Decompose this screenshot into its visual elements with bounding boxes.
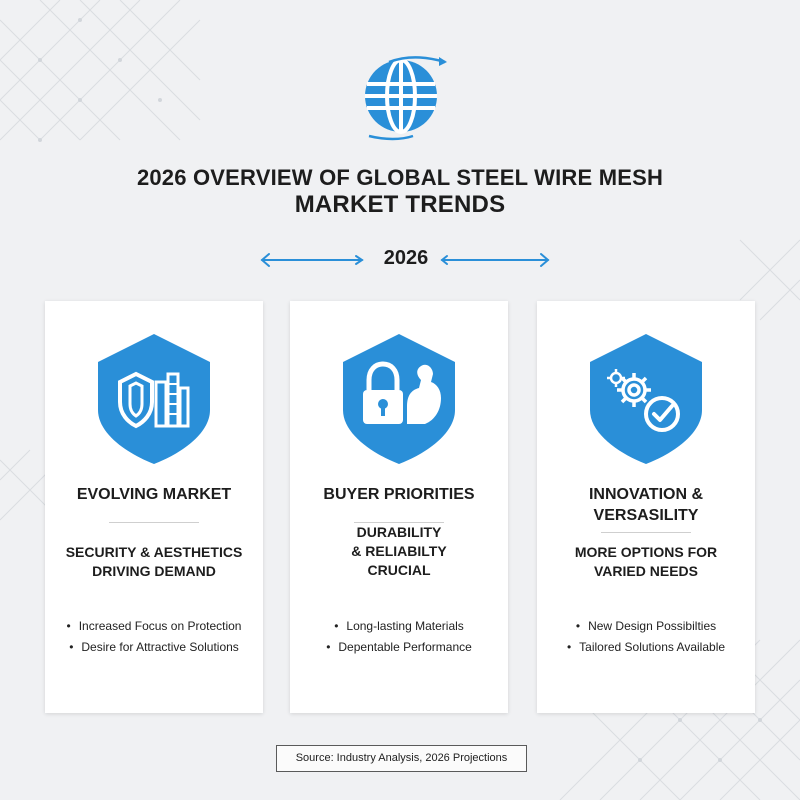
card-subtitle: SECURITY & AESTHETICS DRIVING DEMAND bbox=[65, 544, 243, 579]
card-subtitle: DURABILITY & RELIABILTY CRUCIAL bbox=[351, 524, 447, 578]
trend-card-evolving-market bbox=[45, 301, 263, 713]
divider bbox=[601, 532, 691, 533]
card-title: BUYER PRIORITIES bbox=[323, 486, 475, 503]
padlock-strength-icon bbox=[341, 332, 457, 466]
list-item: • Long-lasting Materials bbox=[290, 616, 508, 637]
globe-icon bbox=[361, 50, 451, 142]
card-title: EVOLVING MARKET bbox=[76, 486, 232, 503]
card-subtitle: MORE OPTIONS FOR VARIED NEEDS bbox=[574, 544, 718, 579]
bullet-list bbox=[537, 616, 755, 658]
divider bbox=[109, 522, 199, 523]
page-title-line-2: MARKET TRENDS bbox=[294, 191, 506, 218]
trend-card-innovation bbox=[537, 301, 755, 713]
card-title: INNOVATION & VERSASILITY bbox=[588, 486, 704, 524]
page-title bbox=[0, 164, 800, 218]
year-label: 2026 bbox=[383, 247, 429, 269]
bullet-list bbox=[45, 616, 263, 658]
gear-checkmark-icon bbox=[588, 332, 704, 466]
page-title-line-1: 2026 OVERVIEW OF GLOBAL STEEL WIRE MESH bbox=[136, 165, 664, 190]
year-indicator bbox=[258, 246, 554, 274]
list-item: • Increased Focus on Protection bbox=[45, 616, 263, 637]
bullet-list bbox=[290, 616, 508, 658]
list-item: • Desire for Attractive Solutions bbox=[45, 637, 263, 658]
list-item: • Tailored Solutions Available bbox=[537, 637, 755, 658]
source-note: Source: Industry Analysis, 2026 Projections bbox=[276, 745, 527, 772]
shield-building-icon bbox=[96, 332, 212, 466]
trend-card-buyer-priorities bbox=[290, 301, 508, 713]
list-item: • New Design Possibilties bbox=[537, 616, 755, 637]
list-item: • Depentable Performance bbox=[290, 637, 508, 658]
